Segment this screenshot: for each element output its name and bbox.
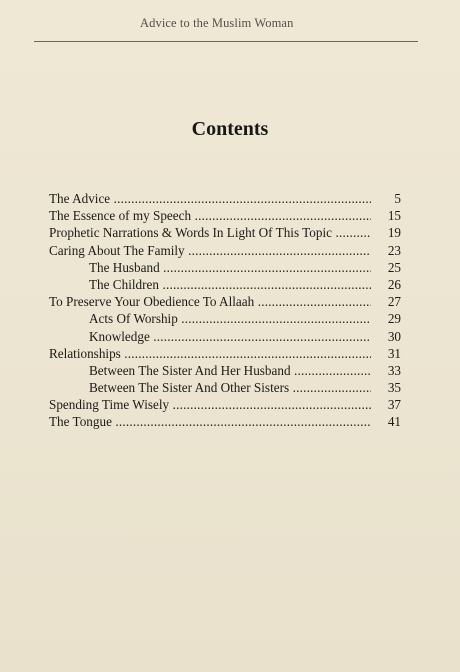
toc-row-knowledge	[49, 328, 401, 345]
toc-row-prophetic-narrations	[49, 224, 401, 241]
toc-page-number: 23	[387, 242, 401, 258]
toc-entry-label: The Husband .....	[89, 259, 371, 276]
toc-page-number: 41	[387, 414, 401, 430]
header-rule	[34, 41, 418, 42]
toc-page-number: 25	[387, 259, 401, 275]
toc-page-number: 27	[387, 294, 401, 310]
toc-entry-label: The Tongue .....	[49, 413, 371, 430]
toc-row-spending-time-wisely	[49, 396, 401, 413]
toc-page-number: 33	[387, 362, 401, 378]
toc-page-number: 15	[387, 208, 401, 224]
toc-page-number: 31	[387, 345, 401, 361]
toc-entry-label: Spending Time Wisely .....	[49, 396, 371, 413]
toc-entry-label: Acts Of Worship .....	[89, 310, 371, 327]
toc-row-caring-about-family	[49, 242, 401, 259]
toc-page-number: 30	[387, 328, 401, 344]
toc-row-the-advice	[49, 190, 401, 207]
toc-row-the-children	[49, 276, 401, 293]
toc-page-number: 29	[387, 311, 401, 327]
toc-page-number: 26	[387, 276, 401, 292]
toc-page-number: 35	[387, 380, 401, 396]
toc-row-preserve-obedience	[49, 293, 401, 310]
toc-row-relationships	[49, 345, 401, 362]
toc-row-the-husband	[49, 259, 401, 276]
toc-entry-label: Caring About The Family .....	[49, 242, 371, 259]
toc-page-number: 37	[387, 397, 401, 413]
toc-page-number: 5	[394, 191, 401, 206]
toc-entry-label: Knowledge .....	[89, 328, 371, 345]
toc-row-sister-and-other-sisters	[49, 379, 401, 396]
toc-entry-label: Between The Sister And Her Husband .....	[89, 362, 371, 379]
running-header: Advice to the Muslim Woman	[140, 16, 294, 30]
toc-entry-label: Between The Sister And Other Sisters .....	[89, 379, 371, 396]
toc-row-acts-of-worship	[49, 310, 401, 327]
toc-entry-label: Relationships .....	[49, 345, 371, 362]
toc-entry-label: The Children .....	[89, 276, 371, 293]
toc-page-number: 19	[387, 225, 401, 241]
toc-entry-label: The Essence of my Speech .....	[49, 207, 371, 224]
table-of-contents	[49, 190, 401, 431]
toc-row-essence-of-speech	[49, 207, 401, 224]
toc-entry-label: The Advice .....	[49, 190, 371, 207]
contents-title: Contents	[191, 118, 269, 140]
toc-entry-label: Prophetic Narrations & Words In Light Of This Topic .....	[49, 224, 371, 241]
toc-entry-label: To Preserve Your Obedience To Allaah .....	[49, 293, 371, 310]
toc-row-sister-and-husband	[49, 362, 401, 379]
toc-row-the-tongue	[49, 413, 401, 430]
